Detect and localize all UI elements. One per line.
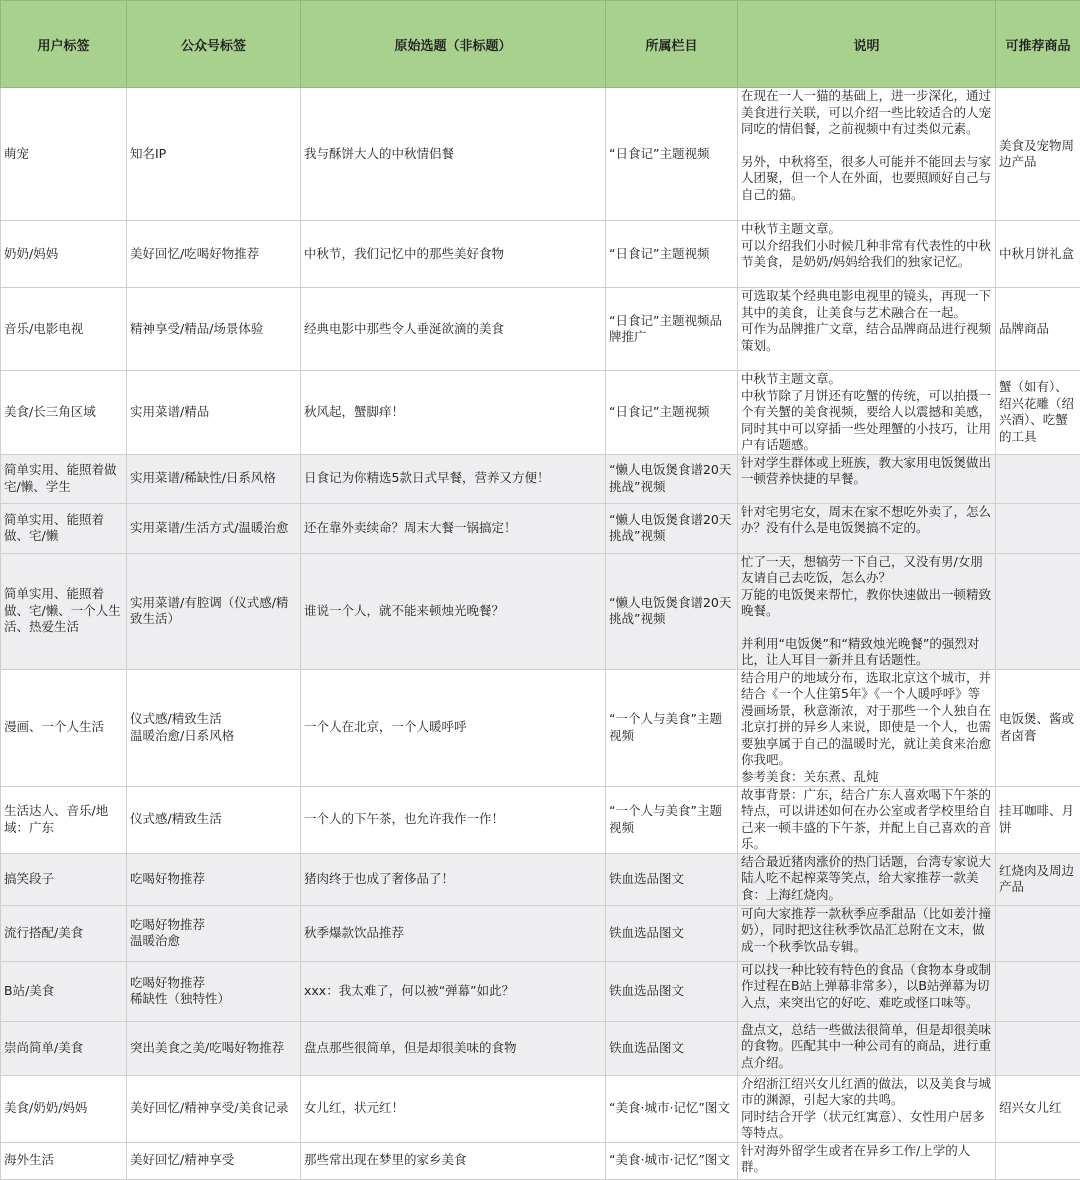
- table-row: [1, 221, 1080, 288]
- table-row: [1, 961, 1080, 1021]
- user-tag-cell: 萌宠: [1, 88, 127, 221]
- description-cell: [738, 1142, 996, 1179]
- product-cell: [996, 905, 1080, 961]
- table-row: [1, 288, 1080, 371]
- description-cell: [738, 454, 996, 503]
- header-recommended-product: 可推荐商品: [996, 1, 1080, 88]
- user-tag-cell: 简单实用、能照着做、宅/懒: [1, 503, 127, 553]
- product-cell: [996, 961, 1080, 1021]
- table-row: [1, 1142, 1080, 1179]
- topic-cell: xxx：我太难了，何以被“弹幕”如此？: [301, 961, 606, 1021]
- description-cell: [738, 1021, 996, 1075]
- table-row: [1, 786, 1080, 853]
- description-cell: [738, 669, 996, 786]
- account-tag-cell: 突出美食之美/吃喝好物推荐: [127, 1021, 301, 1075]
- description-cell: [738, 786, 996, 853]
- product-cell: [996, 1142, 1080, 1179]
- user-tag-cell: 美食/长三角区域: [1, 371, 127, 455]
- user-tag-cell: 生活达人、音乐/地域：广东: [1, 786, 127, 853]
- description-paragraph: 万能的电饭煲来帮忙，教你快速做出一顿精致晚餐。: [741, 587, 992, 620]
- topic-cell: 女儿红，状元红！: [301, 1075, 606, 1142]
- column-cell: “懒人电饭煲食谱20天挑战”视频: [606, 454, 738, 503]
- cell-line: 吃喝好物推荐: [130, 975, 297, 992]
- cell-line: 稀缺性（独特性）: [130, 991, 297, 1008]
- column-cell: “美食·城市·记忆”图文: [606, 1142, 738, 1179]
- account-tag-cell: [127, 669, 301, 786]
- table-row: [1, 88, 1080, 221]
- description-cell: [738, 1075, 996, 1142]
- description-cell: [738, 905, 996, 961]
- product-cell: [996, 1021, 1080, 1075]
- description-paragraph: 中秋节主题文章。: [741, 371, 992, 388]
- table-row: [1, 371, 1080, 455]
- user-tag-cell: B站/美食: [1, 961, 127, 1021]
- description-paragraph: 另外，中秋将至，很多人可能并不能回去与家人团聚，但一个人在外面，也要照顾好自己与自己的猫。: [741, 154, 992, 204]
- description-paragraph: 参考美食：关东煮、乱炖: [741, 769, 992, 786]
- account-tag-cell: 实用菜谱/生活方式/温暖治愈: [127, 503, 301, 553]
- cell-line: 温暖治愈/日系风格: [130, 728, 297, 745]
- user-tag-cell: 简单实用、能照着做宅/懒、学生: [1, 454, 127, 503]
- description-paragraph: 结合用户的地域分布，选取北京这个城市，并结合《一个人住第5年》《一个人暖呼呼》等漫画场景，秋意渐浓，对于那些一个人独自在北京打拼的异乡人来说，即使是一个人，也需要独享属于自己的温暖时光，就让美食来治愈你我吧。: [741, 670, 992, 769]
- product-cell: 挂耳咖啡、月饼: [996, 786, 1080, 853]
- table-row: [1, 1075, 1080, 1142]
- column-cell: 铁血选品图文: [606, 905, 738, 961]
- account-tag-cell: 仪式感/精致生活: [127, 786, 301, 853]
- product-cell: 电饭煲、酱或者卤膏: [996, 669, 1080, 786]
- header-description: 说明: [738, 1, 996, 88]
- column-cell: 铁血选品图文: [606, 1021, 738, 1075]
- description-paragraph: 可以介绍我们小时候几种非常有代表性的中秋节美食，是奶奶/妈妈给我们的独家记忆。: [741, 238, 992, 271]
- header-row: [1, 1, 1080, 88]
- user-tag-cell: 搞笑段子: [1, 853, 127, 905]
- description-paragraph: 中秋节除了月饼还有吃蟹的传统，可以拍摄一个有关蟹的美食视频，要给人以震撼和美感，同时其中可以穿插一些处理蟹的小技巧，让用户有话题感。: [741, 388, 992, 454]
- account-tag-cell: 吃喝好物推荐: [127, 853, 301, 905]
- user-tag-cell: 流行搭配/美食: [1, 905, 127, 961]
- product-cell: 红烧肉及周边产品: [996, 853, 1080, 905]
- account-tag-cell: 精神享受/精品/场景体验: [127, 288, 301, 371]
- column-cell: “日食记”主题视频: [606, 221, 738, 288]
- column-cell: “日食记”主题视频: [606, 88, 738, 221]
- description-paragraph: 同时结合开学（状元红寓意）、女性用户居多等特点。: [741, 1109, 992, 1142]
- product-cell: [996, 503, 1080, 553]
- header-column: 所属栏目: [606, 1, 738, 88]
- cell-line: 吃喝好物推荐: [130, 917, 297, 934]
- description-cell: [738, 371, 996, 455]
- description-cell: [738, 221, 996, 288]
- product-cell: 绍兴女儿红: [996, 1075, 1080, 1142]
- description-cell: [738, 553, 996, 669]
- account-tag-cell: 实用菜谱/有腔调（仪式感/精致生活）: [127, 553, 301, 669]
- user-tag-cell: 奶奶/妈妈: [1, 221, 127, 288]
- user-tag-cell: 崇尚简单/美食: [1, 1021, 127, 1075]
- table-row: [1, 503, 1080, 553]
- header-account-tag: 公众号标签: [127, 1, 301, 88]
- table-body: [1, 88, 1080, 1180]
- product-cell: 品牌商品: [996, 288, 1080, 371]
- description-paragraph: 可以找一种比较有特色的食品（食物本身或制作过程在B站上弹幕非常多），以B站弹幕为切入点，来突出它的好吃、难吃或怪口味等。: [741, 962, 992, 1012]
- description-paragraph: 中秋节主题文章。: [741, 221, 992, 238]
- column-cell: “美食·城市·记忆”图文: [606, 1075, 738, 1142]
- account-tag-cell: 美好回忆/精神享受: [127, 1142, 301, 1179]
- column-cell: “日食记”主题视频: [606, 371, 738, 455]
- description-cell: [738, 88, 996, 221]
- user-tag-cell: 漫画、一个人生活: [1, 669, 127, 786]
- table-row: [1, 1021, 1080, 1075]
- product-cell: 中秋月饼礼盒: [996, 221, 1080, 288]
- account-tag-cell: 美好回忆/吃喝好物推荐: [127, 221, 301, 288]
- topic-cell: 我与酥饼大人的中秋情侣餐: [301, 88, 606, 221]
- description-cell: [738, 853, 996, 905]
- topic-cell: 秋风起，蟹脚痒！: [301, 371, 606, 455]
- column-cell: 铁血选品图文: [606, 961, 738, 1021]
- description-paragraph: 针对宅男宅女，周末在家不想吃外卖了，怎么办？没有什么是电饭煲搞不定的。: [741, 504, 992, 537]
- description-cell: [738, 961, 996, 1021]
- column-cell: “日食记”主题视频品牌推广: [606, 288, 738, 371]
- description-paragraph: 忙了一天，想犒劳一下自己，又没有男/女朋友请自己去吃饭，怎么办？: [741, 554, 992, 587]
- topic-cell: 秋季爆款饮品推荐: [301, 905, 606, 961]
- description-paragraph: 可向大家推荐一款秋季应季甜品（比如姜汁撞奶），同时把这往秋季饮品汇总附在文末，做成一个秋季饮品专辑。: [741, 906, 992, 956]
- topic-cell: 中秋节，我们记忆中的那些美好食物: [301, 221, 606, 288]
- description-paragraph: 针对海外留学生或者在异乡工作/上学的人群。: [741, 1143, 992, 1176]
- topic-cell: 盘点那些很简单，但是却很美味的食物: [301, 1021, 606, 1075]
- column-cell: “一个人与美食”主题视频: [606, 669, 738, 786]
- table-row: [1, 853, 1080, 905]
- topic-cell: 一个人的下午茶，也允许我作一作！: [301, 786, 606, 853]
- user-tag-cell: 海外生活: [1, 1142, 127, 1179]
- description-paragraph: 并利用“电饭煲”和“精致烛光晚餐”的强烈对比，让人耳目一新并且有话题性。: [741, 636, 992, 669]
- account-tag-cell: 知名IP: [127, 88, 301, 221]
- description-paragraph: 可选取某个经典电影电视里的镜头，再现一下其中的美食，让美食与艺术融合在一起。: [741, 288, 992, 321]
- description-paragraph: 在现在一人一猫的基础上，进一步深化，通过美食进行关联，可以介绍一些比较适合的人宠同吃的情侣餐，之前视频中有过类似元素。: [741, 88, 992, 138]
- column-cell: 铁血选品图文: [606, 853, 738, 905]
- table-row: [1, 553, 1080, 669]
- cell-line: 仪式感/精致生活: [130, 711, 297, 728]
- description-paragraph: 可作为品牌推广文章，结合品牌商品进行视频策划。: [741, 321, 992, 354]
- user-tag-cell: 简单实用、能照着做、宅/懒、一个人生活、热爱生活: [1, 553, 127, 669]
- column-cell: “一个人与美食”主题视频: [606, 786, 738, 853]
- topic-cell: 还在靠外卖续命？周末大餐一锅搞定！: [301, 503, 606, 553]
- product-cell: [996, 454, 1080, 503]
- description-cell: [738, 288, 996, 371]
- column-cell: “懒人电饭煲食谱20天挑战”视频: [606, 553, 738, 669]
- topic-cell: 经典电影中那些令人垂涎欲滴的美食: [301, 288, 606, 371]
- table-row: [1, 454, 1080, 503]
- topic-cell: 谁说一个人，就不能来顿烛光晚餐？: [301, 553, 606, 669]
- product-cell: 蟹（如有）、绍兴花雕（绍兴酒）、吃蟹的工具: [996, 371, 1080, 455]
- description-paragraph: 故事背景：广东，结合广东人喜欢喝下午茶的特点，可以讲述如何在办公室或者学校里给自己来一顿丰盛的下午茶，并配上自己喜欢的音乐。: [741, 787, 992, 853]
- account-tag-cell: [127, 961, 301, 1021]
- table-row: [1, 669, 1080, 786]
- description-paragraph: 盘点文，总结一些做法很简单，但是却很美味的食物。匹配其中一种公司有的商品，进行重点介绍。: [741, 1022, 992, 1072]
- account-tag-cell: 美好回忆/精神享受/美食记录: [127, 1075, 301, 1142]
- product-cell: [996, 553, 1080, 669]
- topic-cell: 一个人在北京，一个人暖呼呼: [301, 669, 606, 786]
- header-user-tag: 用户标签: [1, 1, 127, 88]
- user-tag-cell: 美食/奶奶/妈妈: [1, 1075, 127, 1142]
- account-tag-cell: [127, 905, 301, 961]
- user-tag-cell: 音乐/电影电视: [1, 288, 127, 371]
- topic-cell: 那些常出现在梦里的家乡美食: [301, 1142, 606, 1179]
- account-tag-cell: 实用菜谱/稀缺性/日系风格: [127, 454, 301, 503]
- description-paragraph: 针对学生群体或上班族，教大家用电饭煲做出一顿营养快捷的早餐。: [741, 455, 992, 488]
- description-paragraph: 介绍浙江绍兴女儿红酒的做法，以及美食与城市的渊源，引起大家的共鸣。: [741, 1076, 992, 1109]
- description-paragraph: 结合最近猪肉涨价的热门话题，台湾专家说大陆人吃不起榨菜等笑点，给大家推荐一款美食：上海红烧肉。: [741, 854, 992, 904]
- header-original-topic: 原始选题（非标题）: [301, 1, 606, 88]
- table-row: [1, 905, 1080, 961]
- account-tag-cell: 实用菜谱/精品: [127, 371, 301, 455]
- description-cell: [738, 503, 996, 553]
- topic-cell: 日食记为你精选5款日式早餐，营养又方便！: [301, 454, 606, 503]
- column-cell: “懒人电饭煲食谱20天挑战”视频: [606, 503, 738, 553]
- cell-line: 温暖治愈: [130, 933, 297, 950]
- product-cell: 美食及宠物周边产品: [996, 88, 1080, 221]
- topic-cell: 猪肉终于也成了奢侈品了！: [301, 853, 606, 905]
